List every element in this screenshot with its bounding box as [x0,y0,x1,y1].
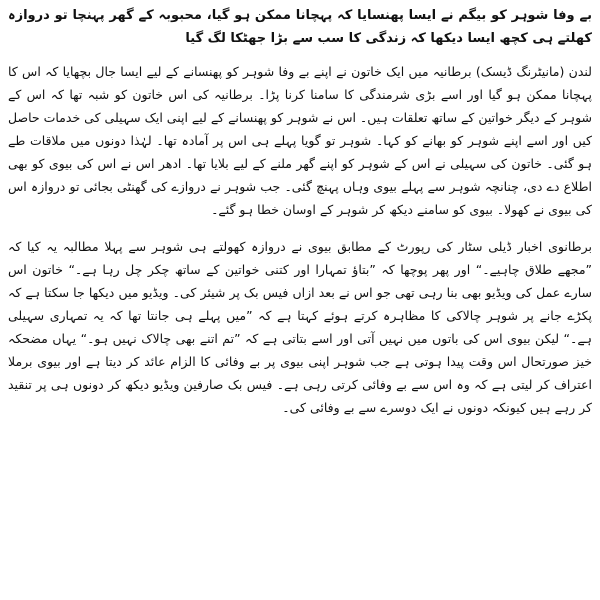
article-paragraph-1: لندن (مانیٹرنگ ڈیسک) برطانیہ میں ایک خاتون نے اپنے بے وفا شوہر کو پھنسانے کے لیے ایسا جال بچھایا کہ اس کا پہچانا ممکن ہو گیا اور اسے بڑی شرمندگی کا سامنا کرنا پڑا۔ برطانیہ کی اس خاتون کو شبہ تھا کہ اس کے شوہر کے دیگر خواتین کے ساتھ تعلقات ہیں۔ اس نے شوہر کو پھنسانے کے لیے اپنی ایک سہیلی کی خدمات حاصل کیں اور اسے اپنے شوہر کو بھانے کو کہا۔ شوہر تو گویا پہلے ہی اس پر آمادہ تھا۔ لہٰذا دونوں میں ملاقات طے ہو گئی۔ خاتون کی سہیلی نے اس کے شوہر کو اپنے گھر ملنے کے لیے بلایا تھا۔ ادھر اس نے اس کی بیوی کو بھی اطلاع دے دی، چنانچہ شوہر سے پہلے بیوی وہاں پہنچ گئی۔ جب شوہر نے دروازے کی گھنٹی بجائی تو دروازہ اس کی بیوی نے کھولا۔ بیوی کو سامنے دیکھ کر شوہر کے اوسان خطا ہو گئے۔ [8,64,592,217]
article-headline: بے وفا شوہر کو بیگم نے ایسا پھنسایا کہ پہچانا ممکن ہو گیا، محبوبہ کے گھر پہنچا تو دروازہ کھلتے ہی کچھ ایسا دیکھا کہ زندگی کا سب سے بڑا جھٹکا لگ گیا [8,8,592,46]
article-paragraph-2: برطانوی اخبار ڈیلی سٹار کی رپورٹ کے مطابق بیوی نے دروازہ کھولتے ہی شوہر سے پہلا مطالبہ یہ کیا کہ ”مجھے طلاق چاہیے۔“ اور پھر پوچھا کہ ”بتاؤ تمہارا اور کتنی خواتین کے ساتھ چکر چل رہا ہے۔“ خاتون اس سارے عمل کی ویڈیو بھی بنا رہی تھی جو اس نے بعد ازاں فیس بک پر شیئر کی۔ ویڈیو میں دیکھا جا سکتا ہے کہ پکڑے جانے پر شوہر چالاکی کا مظاہرہ کرتے ہوئے کہتا ہے کہ ”میں پہلے ہی جانتا تھا کہ یہ تمہاری سہیلی ہے۔“ لیکن بیوی اس کی باتوں میں نہیں آتی اور اسے بتاتی ہے کہ ”تم اتنے بھی چالاک نہیں ہو۔“ یہاں مضحکہ خیز صورتحال اس وقت پیدا ہوتی ہے جب شوہر اپنی بیوی پر بے وفائی کا الزام عائد کر دیتا ہے اور بیوی برملا اعتراف کر لیتی ہے کہ وہ اس سے بے وفائی کرتی رہی ہے۔ فیس بک صارفین ویڈیو دیکھ کر دونوں ہی پر تنقید کر رہے ہیں کیونکہ دونوں نے ایک دوسرے سے بے وفائی کی۔ [8,239,592,415]
